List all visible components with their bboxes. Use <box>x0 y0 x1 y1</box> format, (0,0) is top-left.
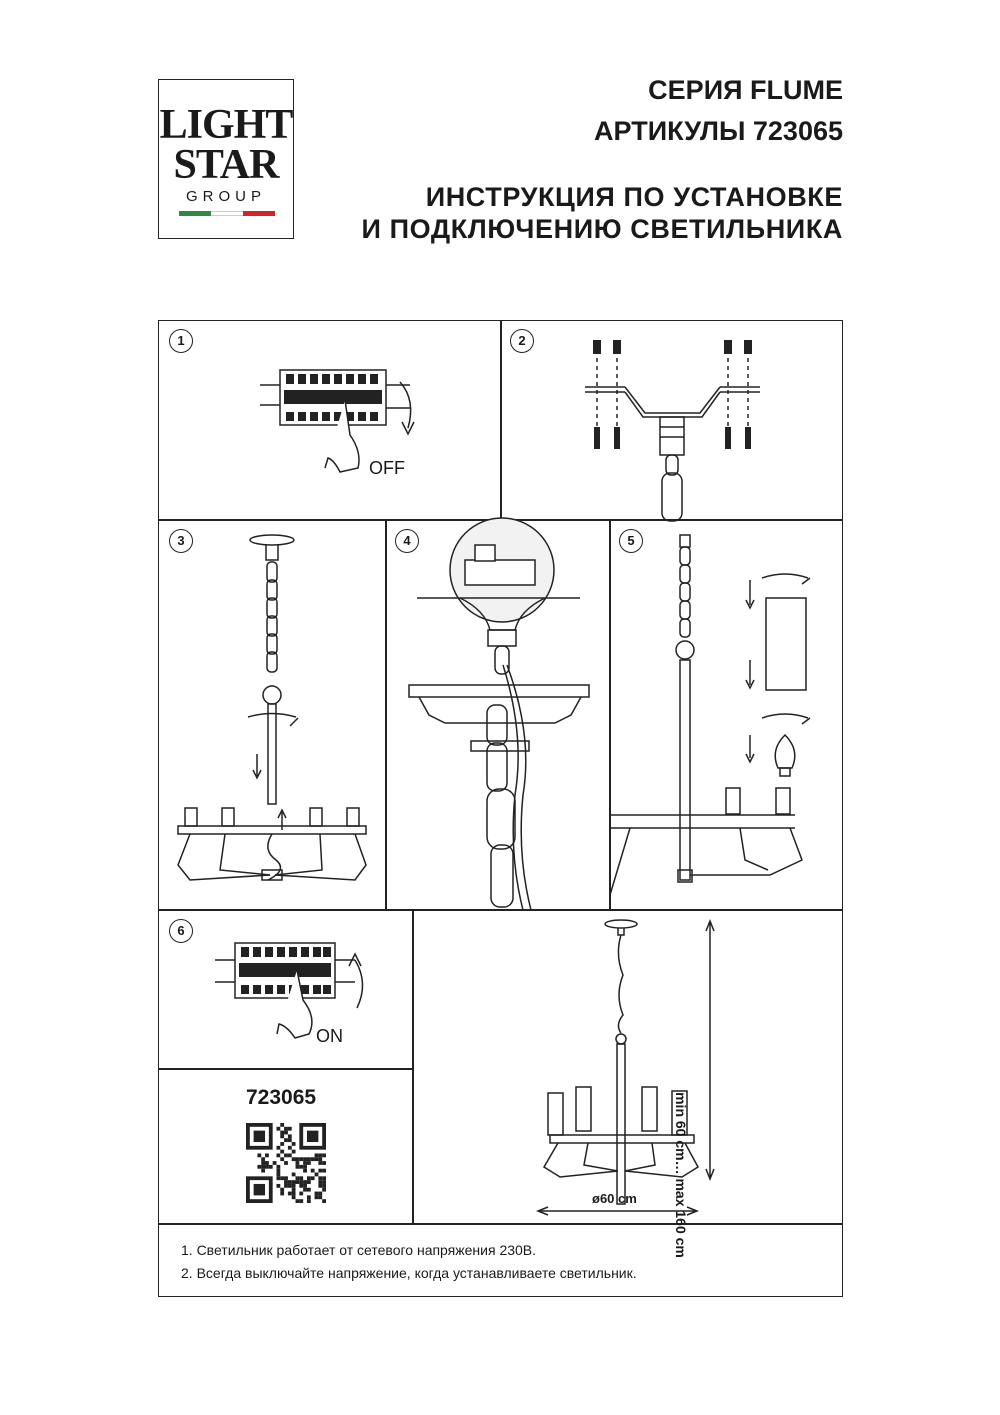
note-2: 2. Всегда выключайте напряжение, когда устанавливаете светильник. <box>181 1265 637 1281</box>
step-3-number: 3 <box>169 529 193 553</box>
step-1-number: 1 <box>169 329 193 353</box>
grid-divider <box>412 909 414 1223</box>
series-title: СЕРИЯ FLUME <box>648 75 843 105</box>
step-1-off-label: OFF <box>369 458 405 478</box>
step-3-assembly-illustration <box>170 530 385 910</box>
grid-divider <box>158 1223 843 1225</box>
step-6-number: 6 <box>169 919 193 943</box>
dimension-drawing <box>530 915 745 1220</box>
article-code: 723065 <box>246 1086 317 1109</box>
diameter-dimension-label: ø60 cm <box>592 1191 637 1206</box>
step-1-breaker-off-illustration <box>250 360 440 500</box>
step-4-number: 4 <box>395 529 419 553</box>
instruction-title-line2: И ПОДКЛЮЧЕНИЮ СВЕТИЛЬНИКА <box>361 214 843 244</box>
grid-divider <box>500 320 502 519</box>
step-6-on-label: ON <box>316 1026 343 1046</box>
step-2-mounting-bracket-illustration <box>570 335 770 520</box>
brand-logo <box>158 79 294 239</box>
step-5-shades-bulbs-illustration <box>610 530 840 910</box>
logo-text-light: LIGHT <box>159 102 293 148</box>
step-5-number: 5 <box>619 529 643 553</box>
qr-code <box>246 1123 326 1203</box>
logo-text-star: STAR <box>173 142 279 188</box>
step-4-wiring-illustration <box>405 535 605 910</box>
article-title: АРТИКУЛЫ 723065 <box>594 116 843 146</box>
italian-flag-stripe <box>179 211 275 216</box>
grid-divider <box>158 1068 412 1070</box>
logo-text-group: GROUP <box>185 188 266 205</box>
step-6-breaker-on-illustration <box>205 938 395 1068</box>
note-1: 1. Светильник работает от сетевого напряжения 230В. <box>181 1242 537 1258</box>
instruction-title-line1: ИНСТРУКЦИЯ ПО УСТАНОВКЕ <box>425 182 843 212</box>
step-2-number: 2 <box>510 329 534 353</box>
grid-divider <box>385 519 387 909</box>
height-dimension-label: min 60 cm… max 160 cm <box>673 1092 689 1258</box>
qr-code-graphic <box>246 1123 326 1203</box>
